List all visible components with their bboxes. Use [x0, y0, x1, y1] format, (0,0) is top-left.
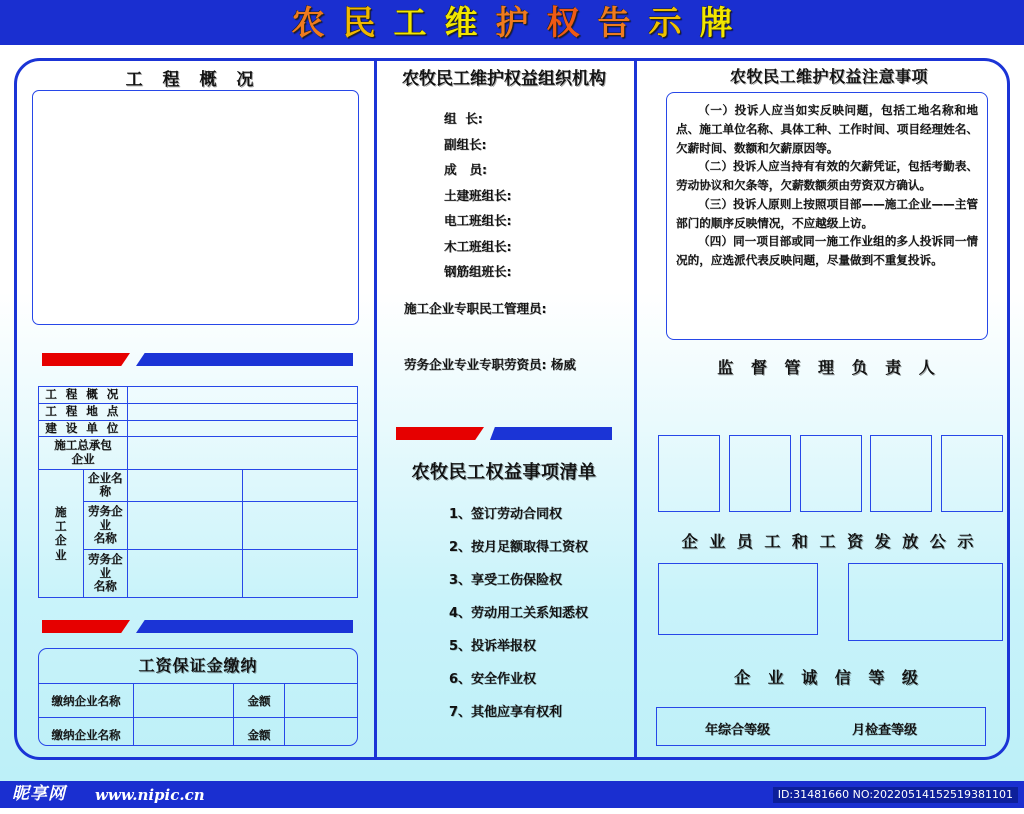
- title-bar: [0, 0, 1024, 45]
- divider-bar-blue-segment: [136, 353, 353, 366]
- label-monthly-rating: 月检查等级: [852, 723, 918, 738]
- title-char-7: 示: [648, 3, 682, 42]
- worker-right-item-4: 5、投诉举报权: [449, 639, 537, 654]
- supervisor-slot-2[interactable]: [729, 435, 791, 512]
- cell-amount-value[interactable]: [285, 718, 358, 747]
- worker-right-item-6: 7、其他应享有权利: [449, 705, 563, 720]
- vertical-label-char: 业: [55, 547, 67, 562]
- table-row: [39, 387, 358, 404]
- site-logo: 昵享网: [12, 784, 66, 804]
- label-labor-officer: 劳务企业专业专职劳资员: 杨威: [404, 357, 576, 372]
- row-value-labor-enterprise-1b[interactable]: [243, 501, 358, 549]
- worker-rights-list: [409, 508, 664, 739]
- row-value-labor-enterprise-1a[interactable]: [128, 501, 243, 549]
- row-label-construction-unit: 建 设 单 位: [39, 420, 128, 437]
- cell-amount-label: 金额: [234, 684, 285, 718]
- organization-role-item-4: 电工班组长:: [444, 213, 512, 228]
- title-char-8: 牌: [699, 3, 733, 42]
- worker-right-item-2: 3、享受工伤保险权: [449, 573, 563, 588]
- payroll-slot-1[interactable]: [658, 563, 818, 635]
- section-title-project-overview: 工 程 概 况: [125, 70, 261, 90]
- site-url[interactable]: www.nipic.cn: [95, 786, 205, 804]
- image-id-badge: ID:31481660 NO:20220514152519381101: [773, 787, 1018, 803]
- notice-paragraph-3: （四）同一项目部或同一施工作业组的多人投诉同一情况的，应选派代表反映问题，尽量做到不重复投诉。: [676, 234, 978, 268]
- title-char-5: 权: [546, 3, 580, 42]
- section-title-organization: 农牧民工维护权益组织机构: [402, 69, 606, 89]
- organization-role-item-1: 副组长:: [444, 136, 487, 152]
- title-char-3: 维: [444, 3, 478, 42]
- table-row: [39, 469, 358, 501]
- row-value-labor-enterprise-2b[interactable]: [243, 549, 358, 597]
- row-value-construction-unit[interactable]: [128, 420, 358, 437]
- supervisor-slot-3[interactable]: [800, 435, 862, 512]
- row-label-labor-enterprise-name-2: 劳务企业 名称: [83, 549, 128, 597]
- divider-bar-blue-segment: [490, 427, 612, 440]
- title-char-6: 告: [597, 3, 631, 42]
- notice-paragraph-2: （三）投诉人原则上按照项目部——施工企业——主管部门的顺序反映情况，不应越级上访。: [676, 196, 978, 230]
- title-char-4: 护: [495, 3, 529, 42]
- row-label-general-contractor: 施工总承包 企业: [39, 437, 128, 469]
- title-char-2: 工: [393, 3, 427, 42]
- worker-right-item-1: 2、按月足额取得工资权: [449, 540, 589, 555]
- row-value-enterprise-name-2[interactable]: [243, 469, 358, 501]
- row-value-project-overview[interactable]: [128, 387, 358, 404]
- vertical-label-char: 工: [55, 518, 67, 533]
- row-value-enterprise-name-1[interactable]: [128, 469, 243, 501]
- organization-role-item-5: 木工班组长:: [444, 238, 512, 254]
- supervisor-slot-4[interactable]: [870, 435, 932, 512]
- vertical-label-char: 施: [55, 504, 67, 519]
- payroll-slot-2[interactable]: [848, 563, 1003, 641]
- row-value-general-contractor[interactable]: [128, 437, 358, 469]
- divider-bar-red-blue-2: [42, 620, 353, 633]
- row-value-project-location[interactable]: [128, 403, 358, 420]
- cell-payer-name-label: 缴纳企业名称: [39, 684, 134, 718]
- organization-role-item-2: 成 员:: [444, 162, 488, 177]
- cell-payer-name-value[interactable]: [134, 718, 234, 747]
- title-char-0: 农: [291, 3, 325, 42]
- table-row: [39, 420, 358, 437]
- footer-gap: [0, 773, 1024, 781]
- payroll-disclosure-slots: [658, 563, 1003, 641]
- divider-bar-red-blue-1: [42, 353, 353, 366]
- divider-bar-red-segment: [42, 353, 130, 366]
- cell-amount-value[interactable]: [285, 684, 358, 718]
- divider-bar-red-segment: [396, 427, 484, 440]
- table-row: [39, 549, 358, 597]
- divider-bar-red-blue-3: [396, 427, 612, 440]
- cell-amount-label: 金额: [234, 718, 285, 747]
- supervisor-slot-1[interactable]: [658, 435, 720, 512]
- main-panel: [0, 45, 1024, 773]
- row-label-project-location: 工 程 地 点: [39, 403, 128, 420]
- organization-role-item-6: 钢筋组班长:: [444, 264, 512, 279]
- table-row: [39, 718, 357, 747]
- worker-right-item-5: 6、安全作业权: [449, 672, 537, 687]
- page-title: [0, 0, 1024, 45]
- vertical-label-char: 企: [55, 533, 67, 548]
- label-annual-rating: 年综合等级: [705, 723, 771, 738]
- supervisor-photo-slots: [658, 435, 1003, 512]
- footer-watermark-bar: [0, 781, 1024, 808]
- section-title-rights-list: 农牧民工权益事项清单: [411, 462, 597, 483]
- section-title-notices: 农牧民工维护权益注意事项: [729, 67, 928, 86]
- row-label-construction-enterprise-group: [39, 469, 84, 597]
- section-title-wage-deposit: 工资保证金缴纳: [138, 656, 258, 675]
- organization-role-item-3: 土建班组长:: [444, 187, 512, 203]
- cell-payer-name-label: 缴纳企业名称: [39, 718, 134, 747]
- credit-rating-box: [656, 707, 986, 746]
- worker-right-item-0: 1、签订劳动合同权: [449, 507, 563, 522]
- divider-bar-blue-segment: [136, 620, 353, 633]
- table-row: [39, 501, 358, 549]
- wage-deposit-section: [38, 648, 358, 746]
- notice-paragraph-0: （一）投诉人应当如实反映问题，包括工地名称和地点、施工单位名称、具体工种、工作时间、项目经理姓名、欠薪时间、数额和欠薪原因等。: [676, 103, 978, 155]
- organization-role-list: [404, 113, 669, 292]
- row-label-project-overview: 工 程 概 况: [39, 387, 128, 404]
- supervisor-slot-5[interactable]: [941, 435, 1003, 512]
- worker-right-item-3: 4、劳动用工关系知悉权: [449, 606, 589, 621]
- column-notices: [634, 45, 1024, 773]
- section-title-credit-rating: 企 业 诚 信 等 级: [734, 668, 924, 687]
- section-title-supervisors: 监 督 管 理 负 责 人: [717, 358, 941, 377]
- project-info-table: [38, 386, 358, 598]
- notice-paragraph-1: （二）投诉人应当持有有效的欠薪凭证，包括考勤表、劳动协议和欠条等，欠薪数额须由劳资双方确认。: [676, 159, 978, 193]
- table-row: [39, 437, 358, 469]
- row-label-enterprise-name: 企业名称: [83, 469, 128, 501]
- row-value-labor-enterprise-2a[interactable]: [128, 549, 243, 597]
- table-row: [39, 684, 357, 718]
- column-organization: [374, 45, 634, 773]
- row-label-labor-enterprise-name-1: 劳务企业 名称: [83, 501, 128, 549]
- organization-role-item-0: 组 长:: [444, 111, 483, 126]
- cell-payer-name-value[interactable]: [134, 684, 234, 718]
- table-row: [39, 403, 358, 420]
- divider-bar-red-segment: [42, 620, 130, 633]
- notice-text-box: [666, 92, 988, 340]
- label-labor-manager: 施工企业专职民工管理员:: [404, 301, 547, 316]
- project-overview-blank-area[interactable]: [32, 90, 359, 325]
- section-title-payroll-disclosure: 企 业 员 工 和 工 资 发 放 公 示: [681, 532, 977, 551]
- title-char-1: 民: [342, 3, 376, 42]
